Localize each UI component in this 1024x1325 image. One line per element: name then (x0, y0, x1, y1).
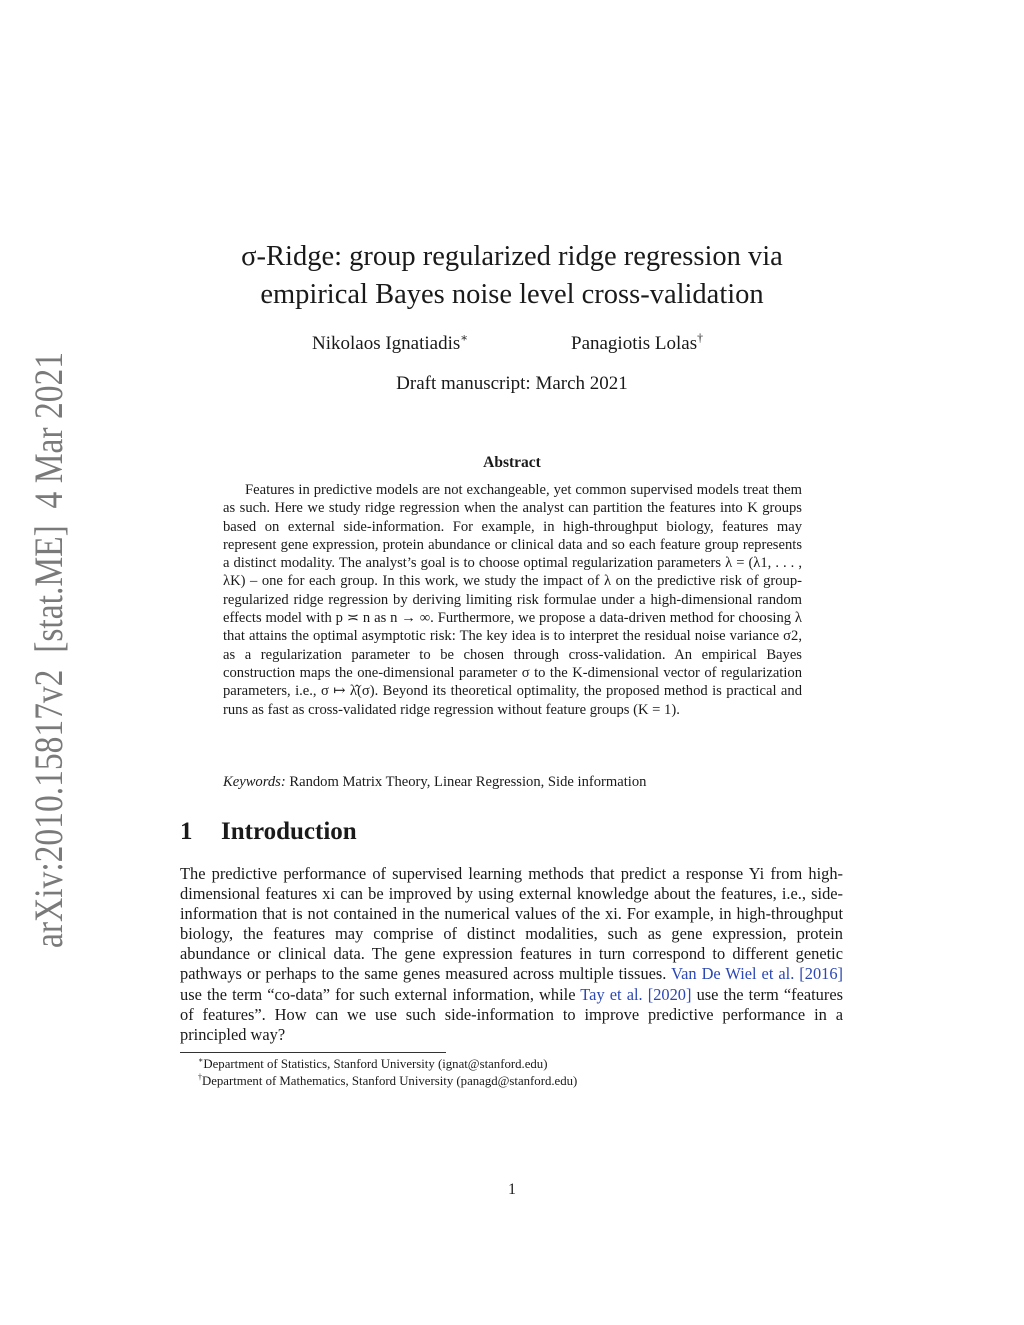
footnote-2-text: Department of Mathematics, Stanford University (panagd@stanford.edu) (201, 1074, 578, 1088)
title-line-1: σ-Ridge: group regularized ridge regression via (241, 241, 783, 272)
title-line-2: empirical Bayes noise level cross-validation (260, 279, 764, 310)
citation-link-1[interactable]: Van De Wiel et al. [2016] (671, 964, 843, 984)
footnote-rule (180, 1052, 446, 1053)
author-2-name: Panagiotis Lolas (571, 333, 698, 354)
author-1-name: Nikolaos Ignatiadis (312, 333, 461, 354)
keywords-line (223, 774, 646, 791)
footnote-2-mark: † (198, 1072, 202, 1082)
intro-paragraph: The predictive performance of supervised learning methods that predict a response Yi from high-dimensional features xi can be improved by using external knowledge about the features, i.e., side-information that is not contained in the numerical values of the xi. For example, in high-throughput biology, the features may comprise of distinct modalities, such as gene expression, protein abundance or clinical data. The gene expression features in turn correspond to different genetic pathways or perhaps to the same genes measured across multiple tissues. Van De Wiel et al. [2016] use the term “co-data” for such external information, while Tay et al. [2020] use the term “features of features”. How can we use such side-information to improve predictive performance in a principled way? (180, 864, 843, 1044)
arxiv-watermark (28, 352, 73, 948)
manuscript-date: Draft manuscript: March 2021 (396, 373, 628, 394)
arxiv-watermark-text: arXiv:2010.15817v2 [stat.ME] 4 Mar 2021 (28, 352, 71, 948)
author-1 (312, 333, 468, 355)
footnote-2 (198, 1074, 577, 1089)
citation-link-2[interactable]: Tay et al. [2020] (580, 984, 692, 1004)
section-heading (180, 818, 357, 846)
footnote-1-mark: ∗ (198, 1055, 204, 1065)
abstract-text: Features in predictive models are not exchangeable, yet common supervised models treat them as such. Here we study ridge regression when the analyst can partition the features into K groups based on external side-information. For example, in high-throughput biology, features may represent gene expression, protein abundance or clinical data and so each feature group represents a distinct modality. The analyst’s goal is to choose optimal regularization parameters λ = (λ1, . . . , λK) – one for each group. In this work, we study the impact of λ on the predictive risk of group-regularized ridge regression by deriving limiting risk formulae under a high-dimensional random effects model with p ≍ n as n → ∞. Furthermore, we propose a data-driven method for choosing λ that attains the optimal asymptotic risk: The key idea is to interpret the residual noise variance σ2, as a regularization parameter to be chosen through cross-validation. An empirical Bayes construction maps the one-dimensional parameter σ to the K-dimensional vector of regularization parameters, i.e., σ ↦ λ̂(σ). Beyond its theoretical optimality, the proposed method is practical and runs as fast as cross-validated ridge regression without feature groups (K = 1). (223, 482, 802, 718)
author-2-mark: † (697, 331, 704, 345)
footnote-1-text: Department of Statistics, Stanford University (ignat@stanford.edu) (203, 1057, 548, 1071)
page-number: 1 (508, 1181, 516, 1198)
arxiv-watermark-svg (28, 352, 73, 948)
keywords-text: Random Matrix Theory, Linear Regression, Side information (289, 774, 647, 790)
paper-title (120, 238, 904, 314)
keywords-label: Keywords: (223, 774, 286, 790)
author-1-mark: ∗ (460, 331, 469, 345)
section-title: Introduction (221, 818, 357, 845)
author-2 (571, 333, 703, 355)
abstract-heading: Abstract (483, 454, 541, 471)
section-number: 1 (180, 818, 193, 845)
footnote-1 (198, 1057, 547, 1072)
